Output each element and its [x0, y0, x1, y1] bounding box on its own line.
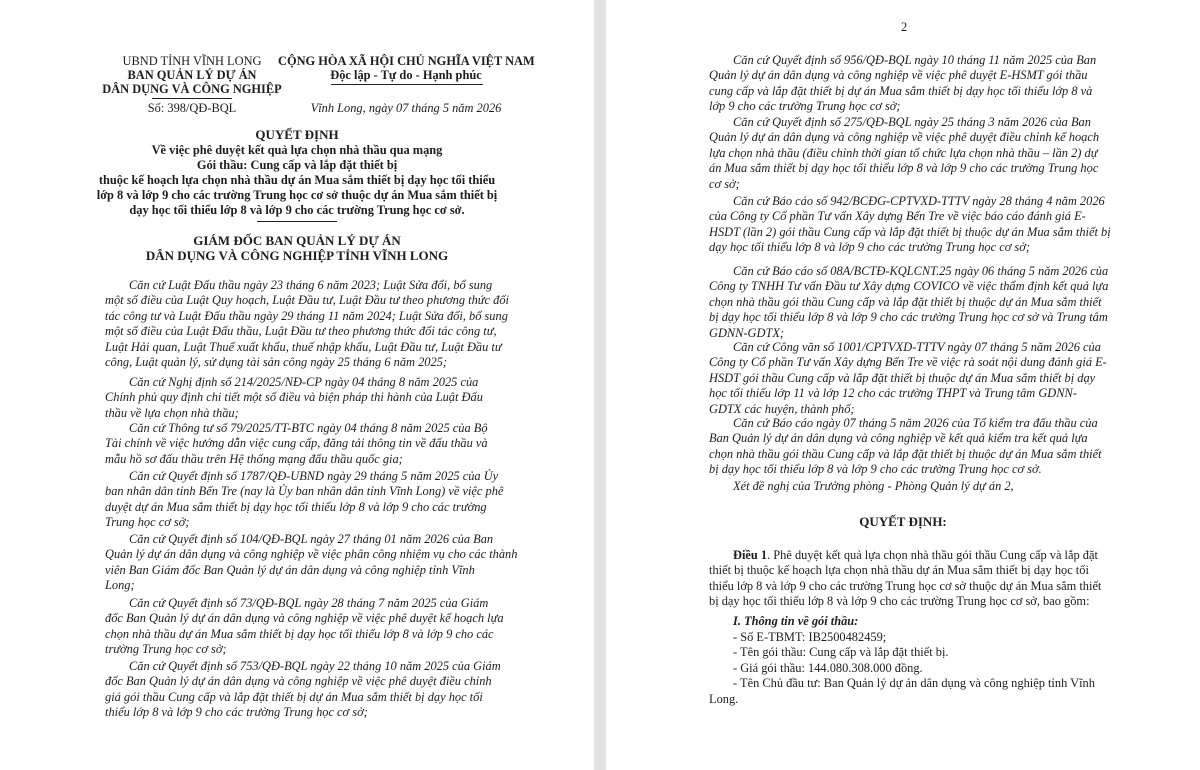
- national-motto: Độc lập - Tự do - Hạnh phúc: [330, 68, 482, 82]
- text-line: lựa chọn nhà thầu (điều chỉnh thời gian tổ chức lựa chọn nhà thầu – lần 2) dự: [709, 145, 1098, 160]
- text-line: Luật Hải quan, Luật Thuế xuất khẩu, thuế nhập khẩu, Luật Đầu tư, Luật Đầu tư: [105, 339, 502, 354]
- title-line-3: thuộc kế hoạch lựa chọn nhà thầu dự án Mua sắm thiết bị dạy học tối thiểu: [98, 173, 496, 187]
- text-line: chọn nhà thầu gói thầu Cung cấp và lắp đặt thiết bị thuộc dự án Mua sắm thiết: [709, 446, 1102, 461]
- text-line: Công ty TNHH Tư vấn Đầu tư Xây dựng COVICO về việc thẩm định kết quả lựa: [709, 279, 1109, 294]
- authority-line-2: DÂN DỤNG VÀ CÔNG NGHIỆP TỈNH VĨNH LONG: [145, 248, 449, 263]
- section-1-heading: I. Thông tin về gói thầu:: [733, 614, 859, 628]
- motto-underline: [331, 84, 483, 85]
- decision-title: QUYẾT ĐỊNH: [255, 127, 339, 142]
- text-line: cơ sở;: [709, 176, 740, 191]
- text-line: Công ty Cổ phần Tư vấn Xây dựng Bến Tre về việc rà soát nội dung đánh giá E-: [709, 355, 1107, 370]
- preamble-paragraph: [105, 278, 525, 370]
- text-line: của Công ty Cổ phần Tư vấn Xây dựng Bến Tre về việc báo cáo đánh giá E-: [709, 209, 1086, 224]
- article-1: [709, 548, 1139, 610]
- preamble-paragraph: [105, 596, 525, 658]
- preamble-paragraph: [709, 340, 1129, 417]
- preamble-paragraph: [105, 659, 525, 721]
- preamble-paragraph: [105, 421, 525, 467]
- article-1-label: Điều 1: [733, 548, 768, 562]
- text-line: Căn cứ Quyết định số 73/QĐ-BQL ngày 28 tháng 7 năm 2025 của Giám: [129, 596, 489, 610]
- title-line-2: Gói thầu: Cung cấp và lắp đặt thiết bị: [196, 158, 398, 172]
- text-line: chọn nhà thầu dự án Mua sắm thiết bị dạy học tối thiểu lớp 8 và lớp 9 cho các: [105, 626, 494, 641]
- text-line: Căn cứ Quyết định số 1787/QĐ-UBND ngày 29 tháng 5 năm 2025 của Ủy: [129, 469, 499, 483]
- text-line: lớp 9 cho các trường Trung học cơ sở;: [709, 99, 901, 114]
- org-underline: [152, 98, 232, 99]
- text-line: dạy học tối thiểu lớp 8 và lớp 9 cho các trường Trung học cơ sở;: [709, 240, 1030, 255]
- preamble-paragraph: [709, 194, 1129, 256]
- text-line: [709, 548, 1139, 563]
- list-item: - Số E-TBMT: IB2500482459;: [733, 630, 887, 644]
- text-line: bị dạy học tối thiểu lớp 8 và lớp 9 cho các trường Trung học cơ sở.: [709, 462, 1042, 477]
- title-underline: [257, 221, 337, 222]
- preamble-paragraph: [709, 416, 1129, 478]
- text-line: Căn cứ Quyết định số 104/QĐ-BQL ngày 27 tháng 01 năm 2026 của Ban: [129, 532, 494, 546]
- text-line: thiểu lớp 8 và lớp 9 cho các trường Trung học cơ sở;: [105, 705, 368, 720]
- title-line-5: dạy học tối thiểu lớp 8 và lớp 9 cho các trường Trung học cơ sở.: [129, 203, 465, 217]
- title-line-1: Về việc phê duyệt kết quả lựa chọn nhà thầu qua mạng: [151, 143, 443, 157]
- text-line: bị dạy học tối thiểu lớp 8 và lớp 9 cho các trường Trung học cơ sở, bao gồm:: [709, 594, 1090, 609]
- preamble-paragraph: [105, 532, 525, 594]
- title-line-4: lớp 8 và lớp 9 cho các trường Trung học cơ sở thuộc dự án Mua sắm thiết bị: [96, 188, 498, 202]
- text-line: thiết bị thuộc kế hoạch lựa chọn nhà thầu dự án Mua sắm thiết bị dạy học tối: [709, 563, 1089, 578]
- preamble-paragraph: [709, 264, 1129, 341]
- text-line: một số điều của Luật Quy hoạch, Luật Đầu tư, Luật Đầu tư theo phương thức đối: [105, 293, 509, 308]
- text-line: Căn cứ Báo cáo số 08A/BCTĐ-KQLCNT.25 ngày 06 tháng 5 năm 2026 của: [733, 264, 1109, 278]
- text-line: Xét đề nghị của Trưởng phòng - Phòng Quản lý dự án 2,: [733, 479, 1014, 493]
- package-info-list: [709, 630, 1139, 707]
- text-line: Căn cứ Thông tư số 79/2025/TT-BTC ngày 04 tháng 8 năm 2025 của Bộ: [129, 421, 488, 435]
- list-item: - Tên Chủ đầu tư: Ban Quản lý dự án dân dụng và công nghiệp tỉnh Vĩnh: [733, 676, 1095, 691]
- article-1-text: . Phê duyệt kết quả lựa chọn nhà thầu gói thầu Cung cấp và lắp đặt: [767, 548, 1098, 562]
- page-number: 2: [901, 20, 908, 34]
- text-line: ban nhân dân tỉnh Bến Tre (nay là Ủy ban nhân dân tỉnh Vĩnh Long) về việc phê: [105, 484, 504, 499]
- text-line: Căn cứ Quyết định số 956/QĐ-BQL ngày 10 tháng 11 năm 2025 của Ban: [733, 53, 1097, 67]
- text-line: GDTX các huyện, thành phố;: [709, 401, 855, 416]
- org-line-3: DÂN DỤNG VÀ CÔNG NGHIỆP: [102, 82, 282, 96]
- text-line: Quản lý dự án dân dụng và công nghiệp về việc phân công nhiệm vụ cho các thành: [105, 547, 518, 562]
- text-line: Căn cứ Quyết định số 275/QĐ-BQL ngày 25 tháng 3 năm 2026 của Ban: [733, 115, 1091, 129]
- text-line: Căn cứ Nghị định số 214/2025/NĐ-CP ngày 04 tháng 8 năm 2025 của: [129, 375, 479, 389]
- country-name: CỘNG HÒA XÃ HỘI CHỦ NGHĨA VIỆT NAM: [278, 54, 535, 68]
- text-line: giá gói thầu Cung cấp và lắp đặt thiết bị dự án Mua sắm thiết bị dạy học tối: [105, 689, 483, 704]
- text-line: Quản lý dự án dân dụng và công nghiệp về việc phê duyệt điều chỉnh kế hoạch: [709, 130, 1100, 145]
- text-line: bị dạy học tối thiểu lớp 8 và lớp 9 cho các trường Trung học cơ sở và Trung tâm: [709, 310, 1108, 325]
- text-line: Trung học cơ sở;: [105, 515, 190, 530]
- text-line: Căn cứ Luật Đấu thầu ngày 23 tháng 6 năm 2023; Luật Sửa đổi, bổ sung: [129, 278, 493, 292]
- text-line: Căn cứ Báo cáo ngày 07 tháng 5 năm 2026 của Tổ kiểm tra đấu thầu của: [733, 416, 1098, 430]
- text-line: mẫu hồ sơ đấu thầu trên Hệ thống mạng đấu thầu quốc gia;: [105, 451, 403, 466]
- text-line: một số điều của Luật Đấu thầu, Luật Đầu tư theo phương thức đối tác công tư,: [105, 324, 497, 339]
- list-item: - Tên gói thầu: Cung cấp và lắp đặt thiết bị.: [733, 645, 949, 660]
- document-page-2: [606, 0, 1200, 770]
- preamble-paragraph: [105, 469, 525, 531]
- text-line: Quản lý dự án dân dụng và công nghiệp về việc phê duyệt E-HSMT gói thầu: [709, 68, 1088, 83]
- org-line-2: BAN QUẢN LÝ DỰ ÁN: [127, 68, 257, 82]
- text-line: Ban Quản lý dự án dân dụng và công nghiệp về kết quả kiểm tra kết quả lựa: [709, 431, 1088, 446]
- text-line: thầu về lựa chọn nhà thầu;: [105, 405, 239, 420]
- list-item: Long.: [709, 691, 739, 706]
- text-line: Căn cứ Báo cáo số 942/BCĐG-CPTVXD-TTTV ngày 28 tháng 4 năm 2026: [733, 194, 1105, 208]
- text-line: Căn cứ Công văn số 1001/CPTVXD-TTTV ngày 07 tháng 5 năm 2026 của: [733, 340, 1101, 354]
- text-line: Tài chính về việc hướng dẫn việc cung cấp, đăng tải thông tin về đấu thầu và: [105, 436, 488, 451]
- text-line: cung cấp và lắp đặt thiết bị dự án Mua sắm thiết bị dạy học tối thiểu lớp 8 và: [709, 83, 1093, 98]
- text-line: HSDT (lần 2) gói thầu Cung cấp và lắp đặt thiết bị thuộc dự án Mua sắm thiết bị: [709, 224, 1111, 239]
- text-line: Chính phủ quy định chi tiết một số điều và biện pháp thi hành của Luật Đấu: [105, 390, 483, 405]
- text-line: duyệt dự án Mua sắm thiết bị dạy học tối thiểu lớp 8 và lớp 9 cho các trường: [105, 499, 487, 514]
- text-line: GDNN-GDTX;: [709, 325, 785, 340]
- list-item: - Giá gói thầu: 144.080.308.000 đồng.: [733, 660, 923, 675]
- document-page-1: [0, 0, 594, 770]
- text-line: Căn cứ Quyết định số 753/QĐ-BQL ngày 22 tháng 10 năm 2025 của Giám: [129, 659, 501, 673]
- authority-line-1: GIÁM ĐỐC BAN QUẢN LÝ DỰ ÁN: [193, 233, 401, 248]
- text-line: HSDT gói thầu Cung cấp và lắp đặt thiết bị thuộc dự án Mua sắm thiết bị dạy: [709, 370, 1096, 385]
- preamble-paragraph: [105, 375, 525, 421]
- text-line: đốc Ban Quản lý dự án dân dụng và công nghiệp về việc phê duyệt điều chỉnh: [105, 674, 492, 689]
- text-line: đốc Ban Quản lý dự án dân dụng và công nghiệp về việc phê duyệt kế hoạch lựa: [105, 611, 504, 626]
- org-line-1: UBND TỈNH VĨNH LONG: [122, 54, 262, 68]
- text-line: thiểu lớp 8 và lớp 9 cho các trường Trung học cơ sở thuộc dự án Mua sắm thiết: [709, 578, 1102, 593]
- text-line: chọn nhà thầu gói thầu Cung cấp và lắp đặt thiết bị thuộc dự án Mua sắm thiết: [709, 294, 1102, 309]
- preamble-paragraph: [709, 479, 1129, 494]
- text-line: viên Ban Giám đốc Ban Quản lý dự án dân dụng và công nghiệp tỉnh Vĩnh: [105, 562, 475, 577]
- text-line: tác công tư và Luật Đấu thầu ngày 29 tháng 11 năm 2024; Luật Sửa đổi, bổ sung: [105, 308, 508, 323]
- preamble-paragraph: [709, 53, 1129, 115]
- doc-number: Số: 398/QĐ-BQL: [147, 101, 237, 115]
- text-line: trường Trung học cơ sở;: [105, 642, 227, 657]
- text-line: công, Luật quản lý, sử dụng tài sản công ngày 25 tháng 6 năm 2025;: [105, 355, 447, 370]
- text-line: án Mua sắm thiết bị dạy học tối thiểu lớp 8 và lớp 9 cho các trường Trung học: [709, 161, 1099, 176]
- text-line: Long;: [105, 578, 135, 593]
- text-line: học tối thiểu lớp 11 và lớp 12 cho các trường THPT và Trung tâm GDNN-: [709, 386, 1077, 401]
- place-date: Vĩnh Long, ngày 07 tháng 5 năm 2026: [310, 101, 502, 115]
- decision-heading: QUYẾT ĐỊNH:: [859, 514, 947, 529]
- preamble-paragraph: [709, 115, 1129, 192]
